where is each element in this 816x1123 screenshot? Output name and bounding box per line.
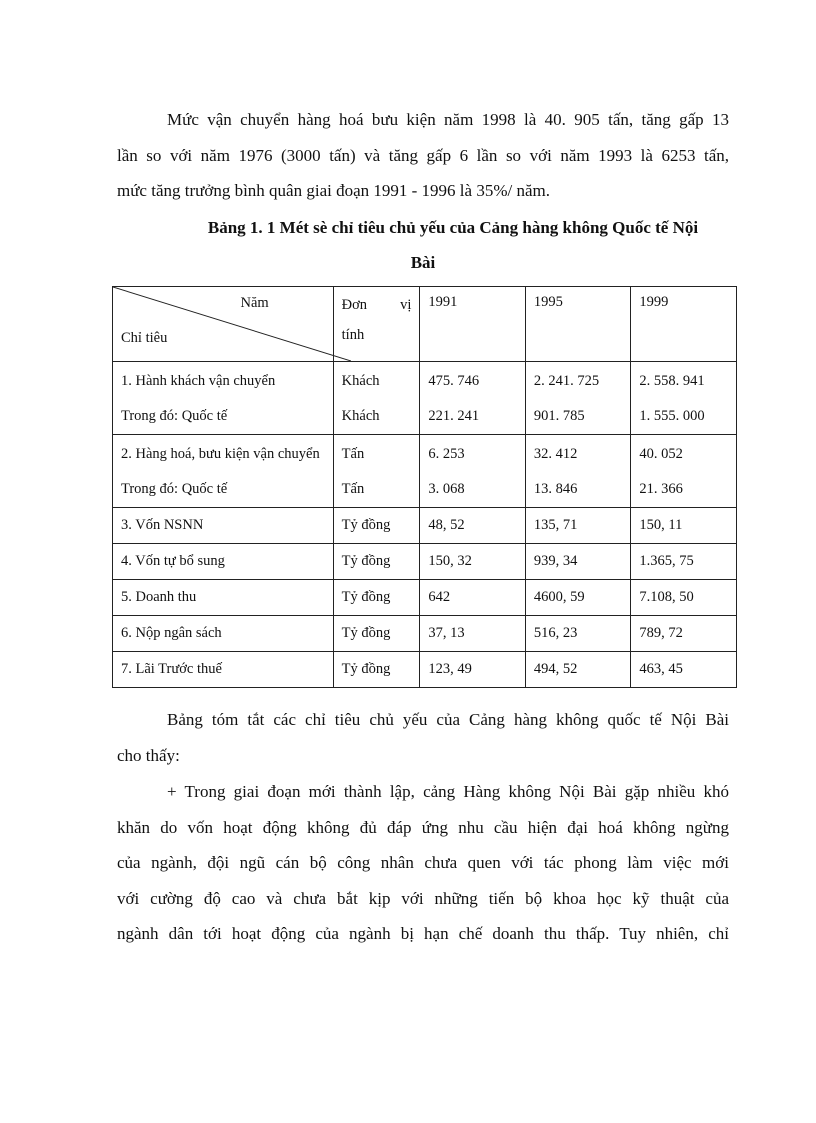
value-cell-1995: 4600, 59 (525, 580, 631, 616)
value-cell-1991: 123, 49 (420, 652, 526, 688)
value-cell-1995: 516, 23 (525, 616, 631, 652)
text-line: của ngành, đội ngũ cán bộ công nhân chưa quen với tác phong làm việc mới (117, 853, 729, 872)
value-cell-1995: 939, 34 (525, 544, 631, 580)
text-line: Bảng tóm tắt các chỉ tiêu chủ yếu của Cảng hàng không quốc tế Nội Bài (167, 710, 729, 729)
unit-cell (333, 435, 420, 508)
value-cell-1999: 7.108, 50 (631, 580, 737, 616)
indicator-cell: 3. Vốn NSNN (113, 508, 334, 544)
summary-paragraph (117, 702, 729, 773)
table-row (113, 544, 737, 580)
value: 6. 253 (428, 446, 465, 462)
value-cell-1999 (631, 435, 737, 508)
text-line: khăn do vốn hoạt động không đủ đáp ứng nhu cầu hiện đại hoá không ngừng (117, 817, 729, 837)
unit-value: Tấn (341, 481, 365, 497)
table-row (113, 652, 737, 688)
indicator-cell: 5. Doanh thu (113, 580, 334, 616)
unit-value: Khách (341, 408, 380, 424)
text-line: lần so với năm 1976 (3000 tấn) và tăng gấp 6 lần so với năm 1993 là 6253 tấn, (117, 145, 729, 165)
unit-cell: Tỷ đồng (333, 580, 420, 616)
indicator-cell: 6. Nộp ngân sách (113, 616, 334, 652)
text-line: với cường độ cao và chưa bắt kịp với những tiến bộ khoa học kỹ thuật của (117, 888, 729, 908)
text-line: Mức vận chuyển hàng hoá bưu kiện năm 1998 là 40. 905 tấn, tăng gấp 13 (167, 110, 729, 129)
intro-paragraph (117, 102, 729, 209)
value: 32. 412 (533, 446, 578, 462)
diagonal-line (113, 287, 351, 361)
value-cell-1995 (525, 435, 631, 508)
value-cell-1999: 789, 72 (631, 616, 737, 652)
unit-value: Tấn (341, 446, 365, 462)
value-cell-1999 (631, 362, 737, 435)
value-cell-1991 (420, 435, 526, 508)
caption-line: Bảng 1. 1 Mét sè chỉ tiêu chủ yếu của Cảng hàng không Quốc tế Nội (207, 218, 699, 237)
value: 21. 366 (639, 481, 683, 497)
value-cell-1991: 48, 52 (420, 508, 526, 544)
unit-cell: Tỷ đồng (333, 616, 420, 652)
value-cell-1999: 1.365, 75 (631, 544, 737, 580)
diagonal-header-cell (113, 287, 334, 362)
text-line: cho thấy: (117, 745, 180, 765)
value: 13. 846 (533, 481, 578, 497)
indicator-sublabel: Trong đó: Quốc tế (121, 481, 228, 497)
value: 901. 785 (533, 408, 585, 424)
indicator-label: 1. Hành khách vận chuyển (121, 373, 276, 389)
value-cell-1995 (525, 362, 631, 435)
text-line: mức tăng trưởng bình quân giai đoạn 1991 - 1996 là 35%/ năm. (117, 181, 550, 200)
value-cell-1995: 494, 52 (525, 652, 631, 688)
indicator-cell (113, 362, 334, 435)
value-cell-1991: 37, 13 (420, 616, 526, 652)
value: 3. 068 (428, 481, 465, 497)
value-cell-1991: 642 (420, 580, 526, 616)
caption-line: Bài (410, 253, 436, 272)
value: 1. 555. 000 (639, 408, 705, 424)
value: 40. 052 (639, 446, 683, 462)
value: 221. 241 (428, 408, 480, 424)
indicator-sublabel: Trong đó: Quốc tế (121, 408, 228, 424)
unit-cell: Tỷ đồng (333, 652, 420, 688)
table-caption (117, 210, 729, 280)
table-row (113, 508, 737, 544)
year-header-1995: 1995 (525, 287, 631, 362)
table-row (113, 362, 737, 435)
value-cell-1991: 150, 32 (420, 544, 526, 580)
value-cell-1999: 463, 45 (631, 652, 737, 688)
indicator-cell: 7. Lãi Trước thuế (113, 652, 334, 688)
text-line: ngành dân tới hoạt động của ngành bị hạn chế doanh thu thấp. Tuy nhiên, chỉ (117, 924, 729, 943)
table-row (113, 435, 737, 508)
table-row (113, 616, 737, 652)
unit-header-line: Đơn vị (341, 297, 412, 313)
value-cell-1995: 135, 71 (525, 508, 631, 544)
analysis-paragraph (117, 774, 729, 952)
unit-value: Khách (341, 373, 380, 389)
value: 2. 241. 725 (533, 373, 600, 389)
value-cell-1999: 150, 11 (631, 508, 737, 544)
unit-header-line: tính (341, 327, 365, 343)
indicator-label: 2. Hàng hoá, bưu kiện vận chuyển (121, 446, 320, 462)
year-axis-label: Năm (240, 295, 269, 311)
text-line: + Trong giai đoạn mới thành lập, cảng Hàng không Nội Bài gặp nhiều khó (167, 782, 729, 801)
year-header-1999: 1999 (631, 287, 737, 362)
table-header-row (113, 287, 737, 362)
indicators-table (112, 286, 737, 688)
unit-cell: Tỷ đồng (333, 508, 420, 544)
indicator-cell: 4. Vốn tự bổ sung (113, 544, 334, 580)
table-row (113, 580, 737, 616)
indicator-cell (113, 435, 334, 508)
value-cell-1991 (420, 362, 526, 435)
indicator-axis-label: Chỉ tiêu (121, 330, 168, 346)
value: 2. 558. 941 (639, 373, 705, 389)
unit-cell: Tỷ đồng (333, 544, 420, 580)
value: 475. 746 (428, 373, 480, 389)
unit-cell (333, 362, 420, 435)
year-header-1991: 1991 (420, 287, 526, 362)
